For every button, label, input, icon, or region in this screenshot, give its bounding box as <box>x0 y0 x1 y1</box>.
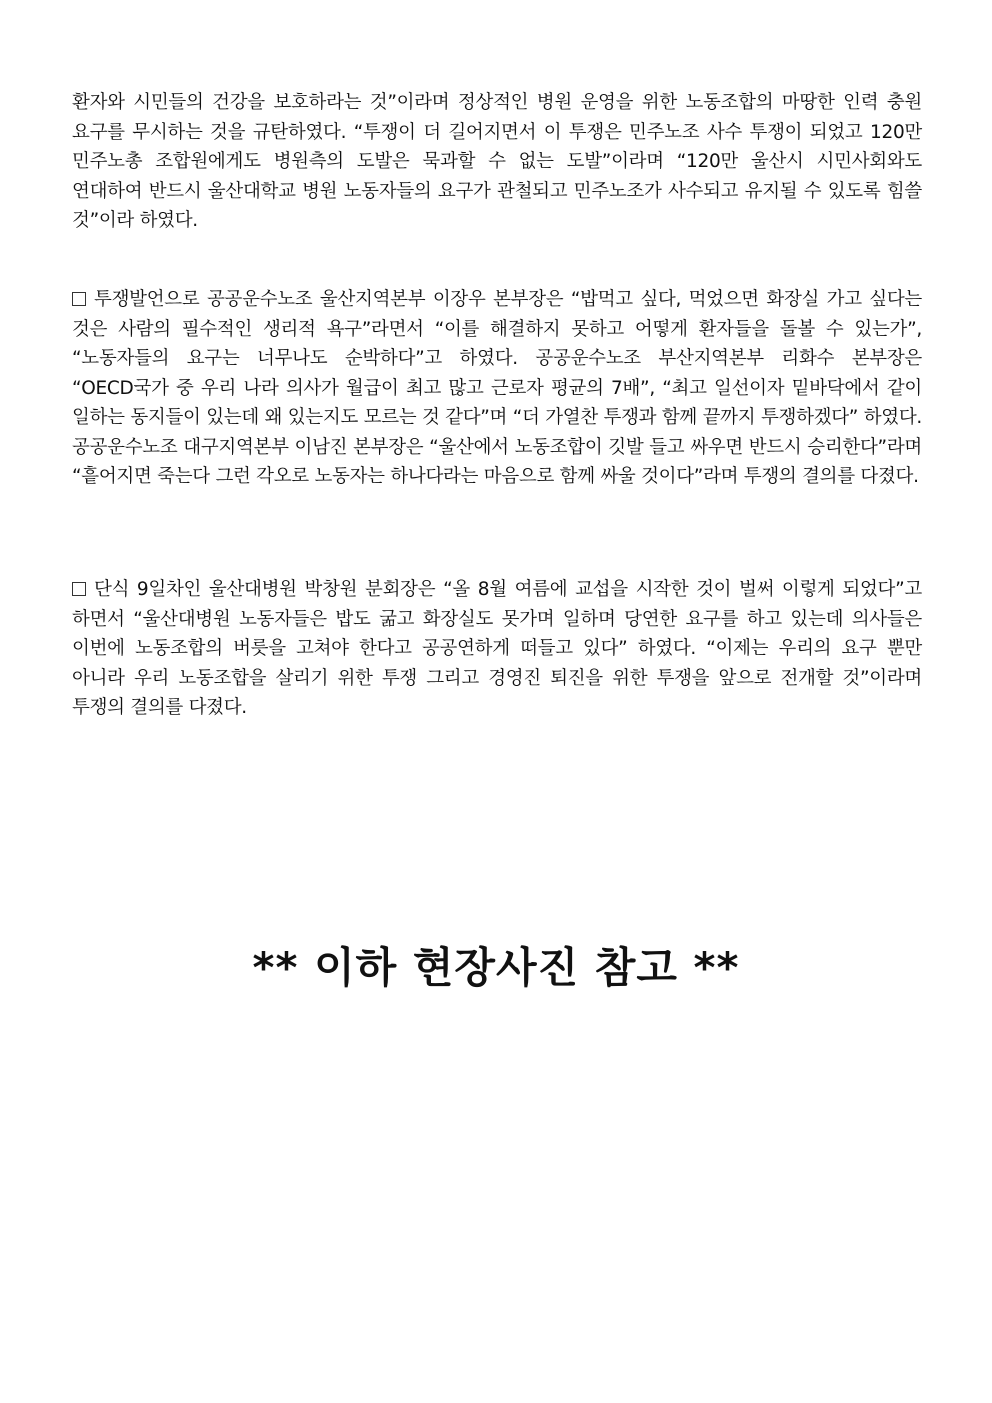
paragraph-speeches <box>72 285 922 492</box>
paragraph-text: 단식 9일차인 울산대병원 박창원 분회장은 “올 8월 여름에 교섭을 시작한 것이 벌써 이렇게 되었다”고 하면서 “울산대병원 노동자들은 밥도 굶고 화장실도 못가며 일하며 당연한 요구를 하고 있는데 의사들은 이번에 노동조합의 버릇을 고쳐야 한다고 공공연하게 떠들고 있다” 하였다. “이제는 우리의 요구 뿐만 아니라 우리 노동조합을 살리기 위한 투쟁 그리고 경영진 퇴진을 위한 투쟁을 앞으로 전개할 것”이라며 투쟁의 결의를 다졌다. <box>72 579 922 718</box>
checkbox-bullet-icon <box>72 292 86 306</box>
paragraph-hunger-strike <box>72 575 922 723</box>
paragraph-text: 환자와 시민들의 건강을 보호하라는 것”이라며 정상적인 병원 운영을 위한 노동조합의 마땅한 인력 충원 요구를 무시하는 것을 규탄하였다. “투쟁이 더 길어지면서 이 투쟁은 민주노조 사수 투쟁이 되었고 120만 민주노총 조합원에게도 병원측의 도발은 묵과할 수 없는 도발”이라며 “120만 울산시 시민사회와도 연대하여 반드시 울산대학교 병원 노동자들의 요구가 관철되고 민주노조가 사수되고 유지될 수 있도록 힘쓸 것”이라 하였다. <box>72 92 922 231</box>
photo-reference-banner: ** 이하 현장사진 참고 ** <box>252 943 740 992</box>
checkbox-bullet-icon <box>72 582 86 596</box>
paragraph-text: 투쟁발언으로 공공운수노조 울산지역본부 이장우 본부장은 “밥먹고 싶다, 먹었으면 화장실 가고 싶다는 것은 사람의 필수적인 생리적 욕구”라면서 “이를 해결하지 못하고 어떻게 환자들을 돌볼 수 있는가”, “노동자들의 요구는 너무나도 순박하다”고 하였다. 공공운수노조 부산지역본부 리화수 본부장은 “OECD국가 중 우리 나라 의사가 월급이 최고 많고 근로자 평균의 7배”, “최고 일선이자 밑바닥에서 같이 일하는 동지들이 있는데 왜 있는지도 모르는 것 같다”며 “더 가열찬 투쟁과 함께 끝까지 투쟁하겠다” 하였다. 공공운수노조 대구지역본부 이남진 본부장은 “울산에서 노동조합이 깃발 들고 싸우면 반드시 승리한다”라며 “흩어지면 죽는다 그런 각오로 노동자는 하나다라는 마음으로 함께 싸울 것이다”라며 투쟁의 결의를 다졌다. <box>72 289 922 487</box>
paragraph-continuation <box>72 88 922 236</box>
